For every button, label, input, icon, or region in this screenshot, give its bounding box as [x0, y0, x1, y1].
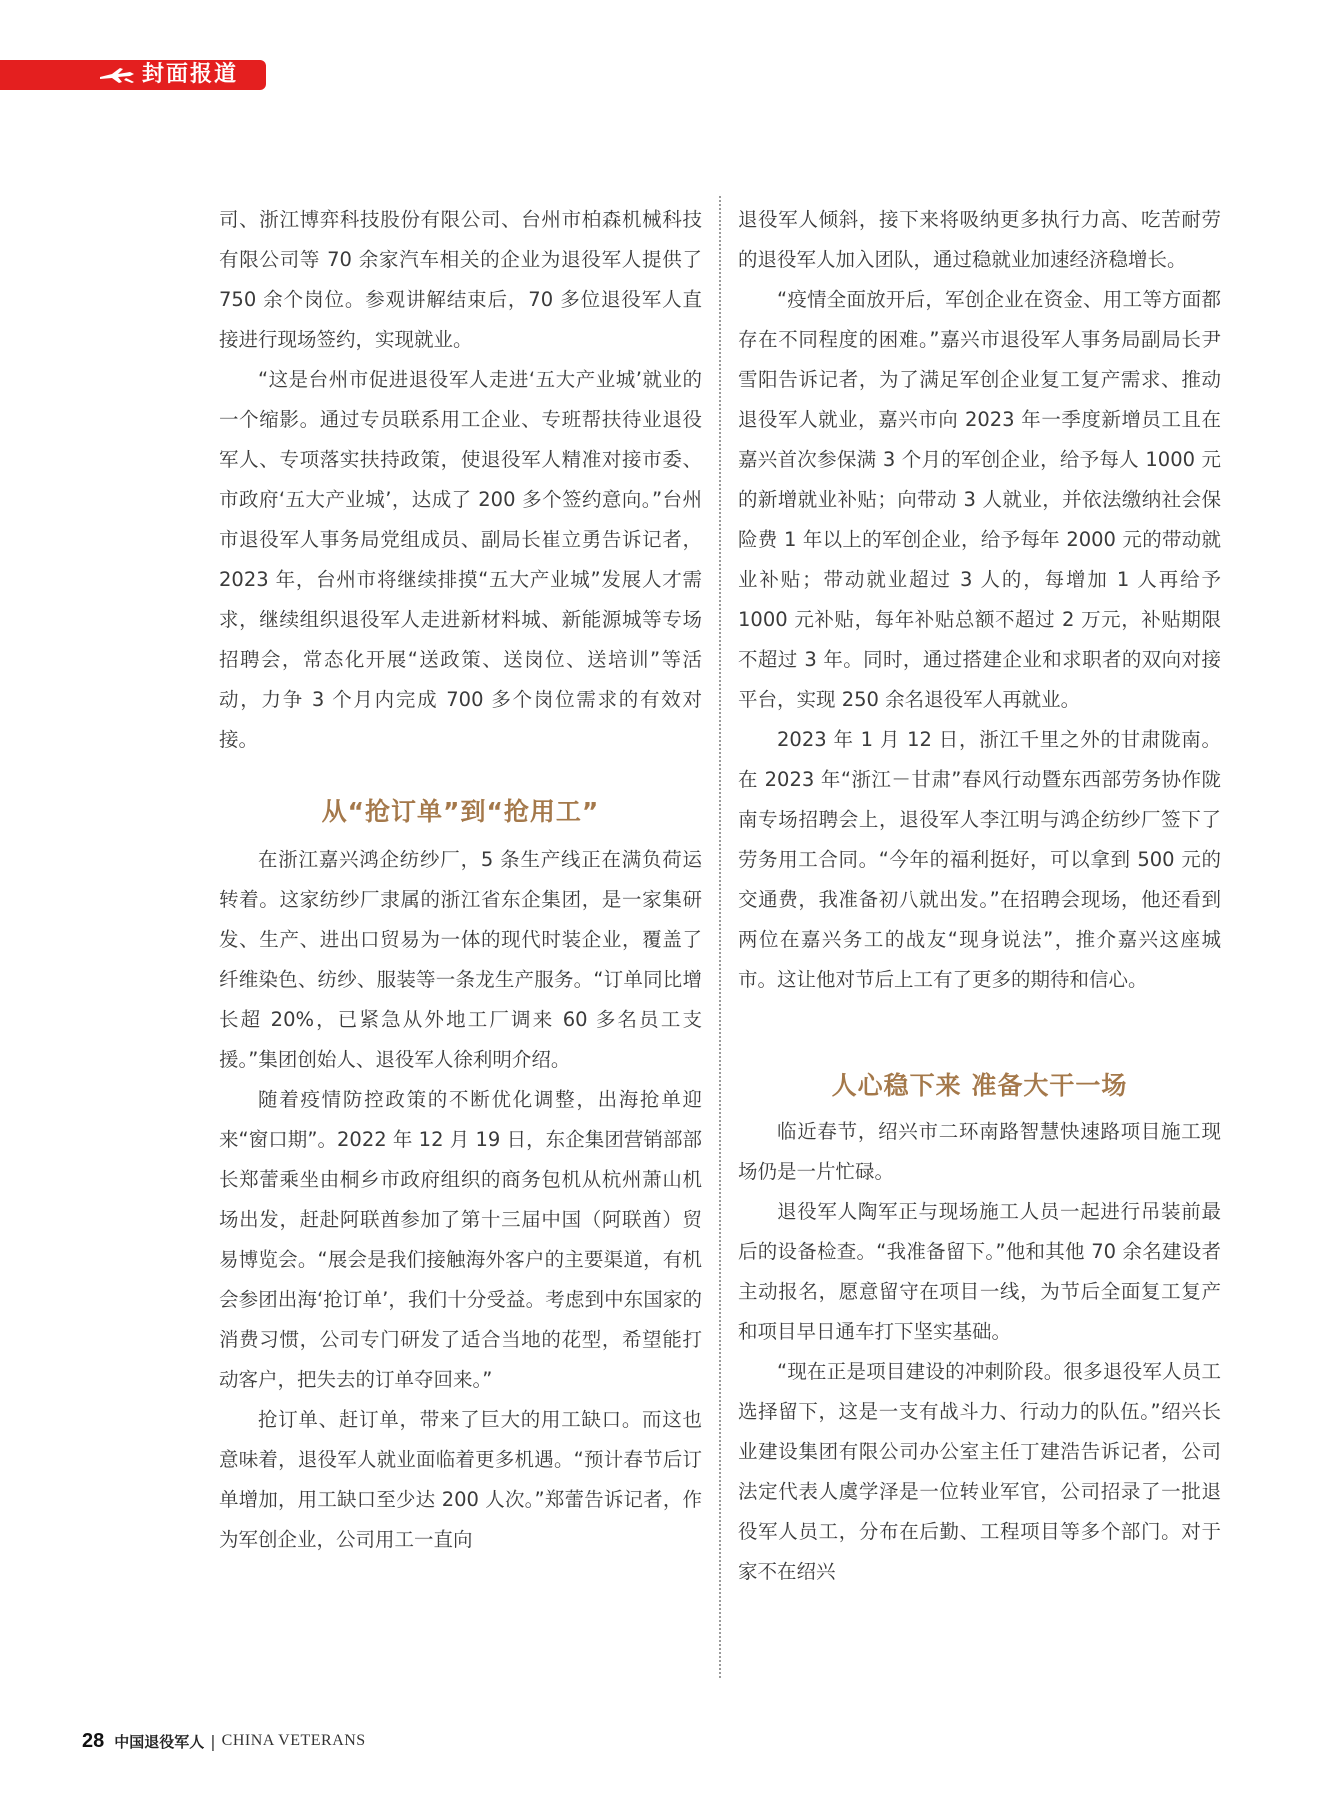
section-heading: 人心稳下来 准备大干一场	[831, 1071, 1128, 1100]
paragraph: “疫情全面放开后，军创企业在资金、用工等方面都存在不同程度的困难。”嘉兴市退役军人事务局副局长尹雪阳告诉记者，为了满足军创企业复工复产需求、推动退役军人就业，嘉兴市向 2023 年一季度新增员工且在嘉兴首次参保满 3 个月的军创企业，给予每人 1000 元的新增就业补贴；向带动 3 人就业，并依法缴纳社会保险费 1 年以上的军创企业，给予每年 2000 元的带动就业补贴；带动就业超过 3 人的，每增加 1 人再给予 1000 元补贴，每年补贴总额不超过 2 万元，补贴期限不超过 3 年。同时，通过搭建企业和求职者的双向对接平台，实现 250 余名退役军人再就业。	[738, 288, 1221, 711]
section-tab	[0, 60, 266, 90]
page-footer	[82, 1726, 366, 1756]
paragraph: 2023 年 1 月 12 日，浙江千里之外的甘肃陇南。在 2023 年“浙江－甘肃”春风行动暨东西部劳务协作陇南专场招聘会上，退役军人李江明与鸿企纺纱厂签下了劳务用工合同。“今年的福利挺好，可以拿到 500 元的交通费，我准备初八就出发。”在招聘会现场，他还看到两位在嘉兴务工的战友“现身说法”，推介嘉兴这座城市。这让他对节后上工有了更多的期待和信心。	[738, 728, 1221, 991]
paragraph: 抢订单、赶订单，带来了巨大的用工缺口。而这也意味着，退役军人就业面临着更多机遇。“预计春节后订单增加，用工缺口至少达 200 人次。”郑蕾告诉记者，作为军创企业，公司用工一直向	[219, 1408, 702, 1551]
paragraph: 退役军人陶军正与现场施工人员一起进行吊装前最后的设备检查。“我准备留下。”他和其他 70 余名建设者主动报名，愿意留守在项目一线，为节后全面复工复产和项目早日通车打下坚实基础。	[738, 1200, 1221, 1343]
paragraph: 随着疫情防控政策的不断优化调整，出海抢单迎来“窗口期”。2022 年 12 月 19 日，东企集团营销部部长郑蕾乘坐由桐乡市政府组织的商务包机从杭州萧山机场出发，赶赴阿联酋参加了第十三届中国（阿联酋）贸易博览会。“展会是我们接触海外客户的主要渠道，有机会参团出海‘抢订单’，我们十分受益。考虑到中东国家的消费习惯，公司专门研发了适合当地的花型，希望能打动客户，把失去的订单夺回来。”	[219, 1088, 702, 1391]
magazine-name: 中国退役军人	[114, 1732, 205, 1751]
paragraph: 退役军人倾斜，接下来将吸纳更多执行力高、吃苦耐劳的退役军人加入团队，通过稳就业加速经济稳增长。	[738, 208, 1221, 271]
paragraph: 在浙江嘉兴鸿企纺纱厂，5 条生产线正在满负荷运转着。这家纺纱厂隶属的浙江省东企集团，是一家集研发、生产、进出口贸易为一体的现代时装企业，覆盖了纤维染色、纺纱、服装等一条龙生产服务。“订单同比增长超 20%，已紧急从外地工厂调来 60 多名员工支援。”集团创始人、退役军人徐利明介绍。	[219, 848, 702, 1071]
page-number: 28	[82, 1729, 105, 1752]
paragraph: 司、浙江博弈科技股份有限公司、台州市柏森机械科技有限公司等 70 余家汽车相关的企业为退役军人提供了 750 余个岗位。参观讲解结束后，70 多位退役军人直接进行现场签约，实现就业。	[219, 208, 702, 351]
right-column	[738, 200, 1221, 1592]
magazine-name-en: CHINA VETERANS	[221, 1732, 366, 1749]
paragraph: 临近春节，绍兴市二环南路智慧快速路项目施工现场仍是一片忙碌。	[738, 1120, 1221, 1183]
column-divider	[719, 196, 721, 1678]
section-label: 封面报道	[142, 62, 239, 87]
paragraph: “现在正是项目建设的冲刺阶段。很多退役军人员工选择留下，这是一支有战斗力、行动力的队伍。”绍兴长业建设集团有限公司办公室主任丁建浩告诉记者，公司法定代表人虞学泽是一位转业军官，公司招录了一批退役军人员工，分布在后勤、工程项目等多个部门。对于家不在绍兴	[738, 1360, 1221, 1583]
section-heading: 从“抢订单”到“抢用工”	[321, 797, 600, 826]
left-column	[219, 200, 702, 1560]
paragraph: “这是台州市促进退役军人走进‘五大产业城’就业的一个缩影。通过专员联系用工企业、专班帮扶待业退役军人、专项落实扶持政策，使退役军人精准对接市委、市政府‘五大产业城’，达成了 200 多个签约意向。”台州市退役军人事务局党组成员、副局长崔立勇告诉记者，2023 年，台州市将继续排摸“五大产业城”发展人才需求，继续组织退役军人走进新材料城、新能源城等专场招聘会，常态化开展“送政策、送岗位、送培训”等活动，力争 3 个月内完成 700 多个岗位需求的有效对接。	[219, 368, 702, 751]
footer-separator: |	[210, 1731, 216, 1751]
airplane-arrow-icon	[98, 65, 136, 85]
